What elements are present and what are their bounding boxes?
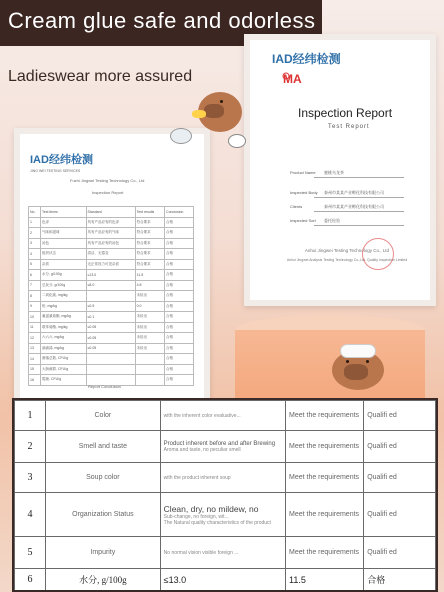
mini-table-row	[29, 354, 194, 365]
field-label: Clients	[290, 204, 303, 209]
mini-cell: 16	[29, 375, 41, 386]
mini-cell: 8	[29, 291, 41, 302]
right-logo-text: IAD经纬检测	[272, 52, 341, 66]
table-row	[15, 537, 436, 569]
right-company-name: Anhui Jingwei Testing Technology Co., Ltd	[304, 248, 390, 253]
mini-cell: 二氧化硫, mg/kg	[41, 291, 87, 302]
mini-cell: 总灰分, g/100g	[41, 280, 87, 291]
mini-table-row	[29, 280, 194, 291]
mini-table-row	[29, 333, 194, 344]
row-conclusion: Qualifi ed	[364, 537, 436, 569]
row-item: Smell and taste	[46, 431, 161, 463]
row-result: Meet the requirements	[286, 431, 364, 463]
field-label: Inspected Sort	[290, 218, 316, 223]
mini-cell: 2	[29, 228, 41, 239]
mini-cell: 汤色	[41, 238, 87, 249]
field-underline	[314, 177, 404, 178]
left-logo-sub: JING WEI TESTING SERVICES	[30, 169, 81, 173]
row-index: 6	[15, 569, 46, 591]
mini-cell: ≤0.5	[86, 301, 135, 312]
capybara-sticker-icon	[196, 88, 246, 132]
mini-cell: ≤8.0	[86, 280, 135, 291]
mini-cell: 合格	[165, 249, 194, 260]
mini-cell: 菌落总数, CFU/g	[41, 354, 87, 365]
row-index: 5	[15, 537, 46, 569]
capybara-towel-sticker-icon	[330, 340, 386, 390]
mini-table-row	[29, 259, 194, 270]
mini-cell: 水分, g/100g	[41, 270, 87, 281]
row-item: Impurity	[46, 537, 161, 569]
mini-table-row	[29, 228, 194, 239]
mini-cell	[135, 375, 164, 386]
mini-cell: 合格	[165, 354, 194, 365]
mini-table-row	[29, 249, 194, 260]
row-item: Organization Status	[46, 493, 161, 537]
row-standard	[160, 401, 285, 431]
mini-cell: 0.0	[135, 301, 164, 312]
mini-cell: 六六六, mg/kg	[41, 333, 87, 344]
row-item: Color	[46, 401, 161, 431]
report-table-frame	[14, 128, 210, 410]
field-underline	[314, 225, 404, 226]
row-standard-text2: Aroma and taste, no peculiar smell	[163, 446, 241, 453]
mini-table-row	[29, 217, 194, 228]
mini-cell: 合格	[165, 280, 194, 291]
mini-cell: 9	[29, 301, 41, 312]
mini-cell: 氟氯氰菊酯, mg/kg	[41, 312, 87, 323]
mini-cell: ≤0.05	[86, 333, 135, 344]
mini-cell	[86, 291, 135, 302]
mini-cell: 无正常视力可见杂质	[86, 259, 135, 270]
table-row	[15, 463, 436, 493]
row-conclusion: Qualifi ed	[364, 493, 436, 537]
mini-table-row	[29, 312, 194, 323]
mini-cell: 5	[29, 259, 41, 270]
row-standard	[160, 569, 285, 591]
mini-cell: 具有产品应有的色泽	[86, 217, 135, 228]
mini-cell: 铅, mg/kg	[41, 301, 87, 312]
row-standard-text: No normal vision visible foreign ...	[163, 549, 239, 556]
mini-cell: 霉菌, CFU/g	[41, 375, 87, 386]
row-standard-text3: The Natural quality characteristics of the product	[163, 519, 271, 526]
mini-table-row	[29, 343, 194, 354]
mini-cell: 具有产品应有的气味	[86, 228, 135, 239]
mini-cell: 合格	[165, 291, 194, 302]
mini-cell: 3	[29, 238, 41, 249]
mini-header-cell: Test results	[135, 207, 164, 218]
mini-cell: 符合要求	[135, 238, 164, 249]
mini-cell: 11.5	[135, 270, 164, 281]
mini-cell: 色泽	[41, 217, 87, 228]
mini-cell: 符合要求	[135, 228, 164, 239]
mini-cell: 清洁、无霉变	[86, 249, 135, 260]
field-underline	[314, 211, 404, 212]
mini-cell	[86, 364, 135, 375]
row-standard-text: with the inherent color evaluative...	[163, 412, 241, 419]
right-logo	[272, 50, 341, 68]
field-product-name	[290, 170, 410, 180]
red-stamp-icon	[362, 238, 394, 270]
field-value: 泰州市某某产业孵化科技有限公司	[324, 190, 384, 195]
mini-table-row	[29, 364, 194, 375]
field-label: Product Name	[290, 170, 316, 175]
mini-cell: 未检出	[135, 291, 164, 302]
left-company: Fuzhi Jingwei Testing Technology Co., Ltd	[70, 178, 145, 183]
mini-cell	[135, 364, 164, 375]
row-conclusion: Qualifi ed	[364, 401, 436, 431]
mini-cell: 合格	[165, 364, 194, 375]
mini-cell: 符合要求	[135, 217, 164, 228]
mini-cell: ≤0.05	[86, 343, 135, 354]
row-result: Meet the requirements	[286, 537, 364, 569]
mini-table-row	[29, 322, 194, 333]
mini-table-header	[29, 207, 194, 218]
left-logo-text: IAD经纬检测	[30, 154, 93, 166]
mini-cell: ≤0.05	[86, 322, 135, 333]
row-item: 水分, g/100g	[46, 569, 161, 591]
mini-cell: 未检出	[135, 322, 164, 333]
svg-text:MA: MA	[283, 72, 302, 86]
mini-cell: 具有产品应有的汤色	[86, 238, 135, 249]
mini-cell: 10	[29, 312, 41, 323]
row-index: 3	[15, 463, 46, 493]
row-conclusion: 合格	[364, 569, 436, 591]
mini-cell: 合格	[165, 270, 194, 281]
mini-table-row	[29, 301, 194, 312]
row-result: Meet the requirements	[286, 463, 364, 493]
mini-cell: 滴滴涕, mg/kg	[41, 343, 87, 354]
mini-table-row	[29, 291, 194, 302]
row-standard	[160, 431, 285, 463]
row-standard-text: ≤13.0	[163, 574, 187, 585]
mini-cell: 合格	[165, 333, 194, 344]
mini-table-row	[29, 238, 194, 249]
mini-cell: 合格	[165, 312, 194, 323]
mini-cell: 合格	[165, 301, 194, 312]
bottom-results-card	[12, 398, 438, 592]
row-standard-text: Product inherent before and after Brewing	[163, 440, 276, 447]
mini-header-cell: Conclusion	[165, 207, 194, 218]
field-underline	[314, 197, 404, 198]
row-standard-text: Clean, dry, no mildew, no	[163, 503, 259, 514]
mini-cell: ≤13.0	[86, 270, 135, 281]
mini-cell: 合格	[165, 238, 194, 249]
field-clients	[290, 204, 410, 214]
field-value: 委托检验	[324, 218, 340, 223]
row-result: Meet the requirements	[286, 401, 364, 431]
bird-sticker-icon	[170, 128, 192, 144]
mini-cell: 合格	[165, 343, 194, 354]
mini-cell	[86, 354, 135, 365]
mini-cell: 11	[29, 322, 41, 333]
mini-cell: 合格	[165, 322, 194, 333]
mini-header-cell: Standard	[86, 207, 135, 218]
left-heading: Inspection Report	[92, 190, 124, 195]
field-value: 蜜桃乌龙茶	[324, 170, 344, 175]
mini-cell: 15	[29, 364, 41, 375]
right-report-subtitle: Test Report	[328, 124, 370, 130]
mini-cell: 4.8	[135, 280, 164, 291]
mini-cell: 6	[29, 270, 41, 281]
mini-table-row	[29, 270, 194, 281]
table-row	[15, 493, 436, 537]
mini-cell: 未检出	[135, 343, 164, 354]
table-row	[15, 401, 436, 431]
bottom-results-table	[14, 400, 436, 591]
row-conclusion: Qualifi ed	[364, 431, 436, 463]
table-row	[15, 431, 436, 463]
field-inspected-sort	[290, 218, 410, 228]
duck-sticker-icon	[228, 134, 246, 148]
table-row	[15, 569, 436, 591]
mini-cell: 杂质	[41, 259, 87, 270]
row-result: Meet the requirements	[286, 493, 364, 537]
row-standard	[160, 537, 285, 569]
field-value: 泰州市某某产业孵化科技有限公司	[324, 204, 384, 209]
row-result: 11.5	[286, 569, 364, 591]
mini-cell: 未检出	[135, 312, 164, 323]
banner-title: Cream glue safe and odorless	[8, 8, 316, 33]
mini-header-cell: Test items	[41, 207, 87, 218]
mini-cell: 12	[29, 333, 41, 344]
mini-cell: 联苯菊酯, mg/kg	[41, 322, 87, 333]
mini-cell: 合格	[165, 375, 194, 386]
field-label: Inspected Body	[290, 190, 318, 195]
row-index: 2	[15, 431, 46, 463]
mini-cell: 组织状态	[41, 249, 87, 260]
left-results-table	[28, 206, 194, 386]
mini-header-cell: No.	[29, 207, 41, 218]
banner-subtitle: Ladieswear more assured	[8, 68, 193, 85]
right-company-sub: Anhui Jingwei Analysis Testing Technology Co.,Ltd. Quality Inspection Limited	[286, 258, 408, 262]
mini-cell: 7	[29, 280, 41, 291]
mini-cell: 4	[29, 249, 41, 260]
mini-cell: 符合要求	[135, 259, 164, 270]
row-index: 4	[15, 493, 46, 537]
row-standard-text: with the product inherent soup	[163, 474, 231, 481]
field-inspected-body	[290, 190, 410, 200]
mini-cell: 合格	[165, 259, 194, 270]
mini-cell: 14	[29, 354, 41, 365]
mini-cell: ≤0.1	[86, 312, 135, 323]
mini-cell: 未检出	[135, 333, 164, 344]
mini-cell: 13	[29, 343, 41, 354]
mini-cell: 1	[29, 217, 41, 228]
left-footer: Report Conclusion	[88, 384, 121, 389]
mini-cell: 大肠菌群, CFU/g	[41, 364, 87, 375]
mini-cell: 合格	[165, 217, 194, 228]
row-item: Soup color	[46, 463, 161, 493]
mini-cell	[135, 354, 164, 365]
row-standard-text2: Sub-change, no foreign, wit...	[163, 513, 229, 520]
cma-seal-icon	[282, 70, 308, 88]
right-report-title: Inspection Report	[298, 106, 393, 120]
row-standard	[160, 493, 285, 537]
row-index: 1	[15, 401, 46, 431]
mini-cell: 符合要求	[135, 249, 164, 260]
row-standard	[160, 463, 285, 493]
report-cover-frame	[244, 34, 436, 306]
left-logo	[30, 150, 93, 174]
mini-cell: 气味和滋味	[41, 228, 87, 239]
mini-cell: 合格	[165, 228, 194, 239]
row-conclusion: Qualifi ed	[364, 463, 436, 493]
